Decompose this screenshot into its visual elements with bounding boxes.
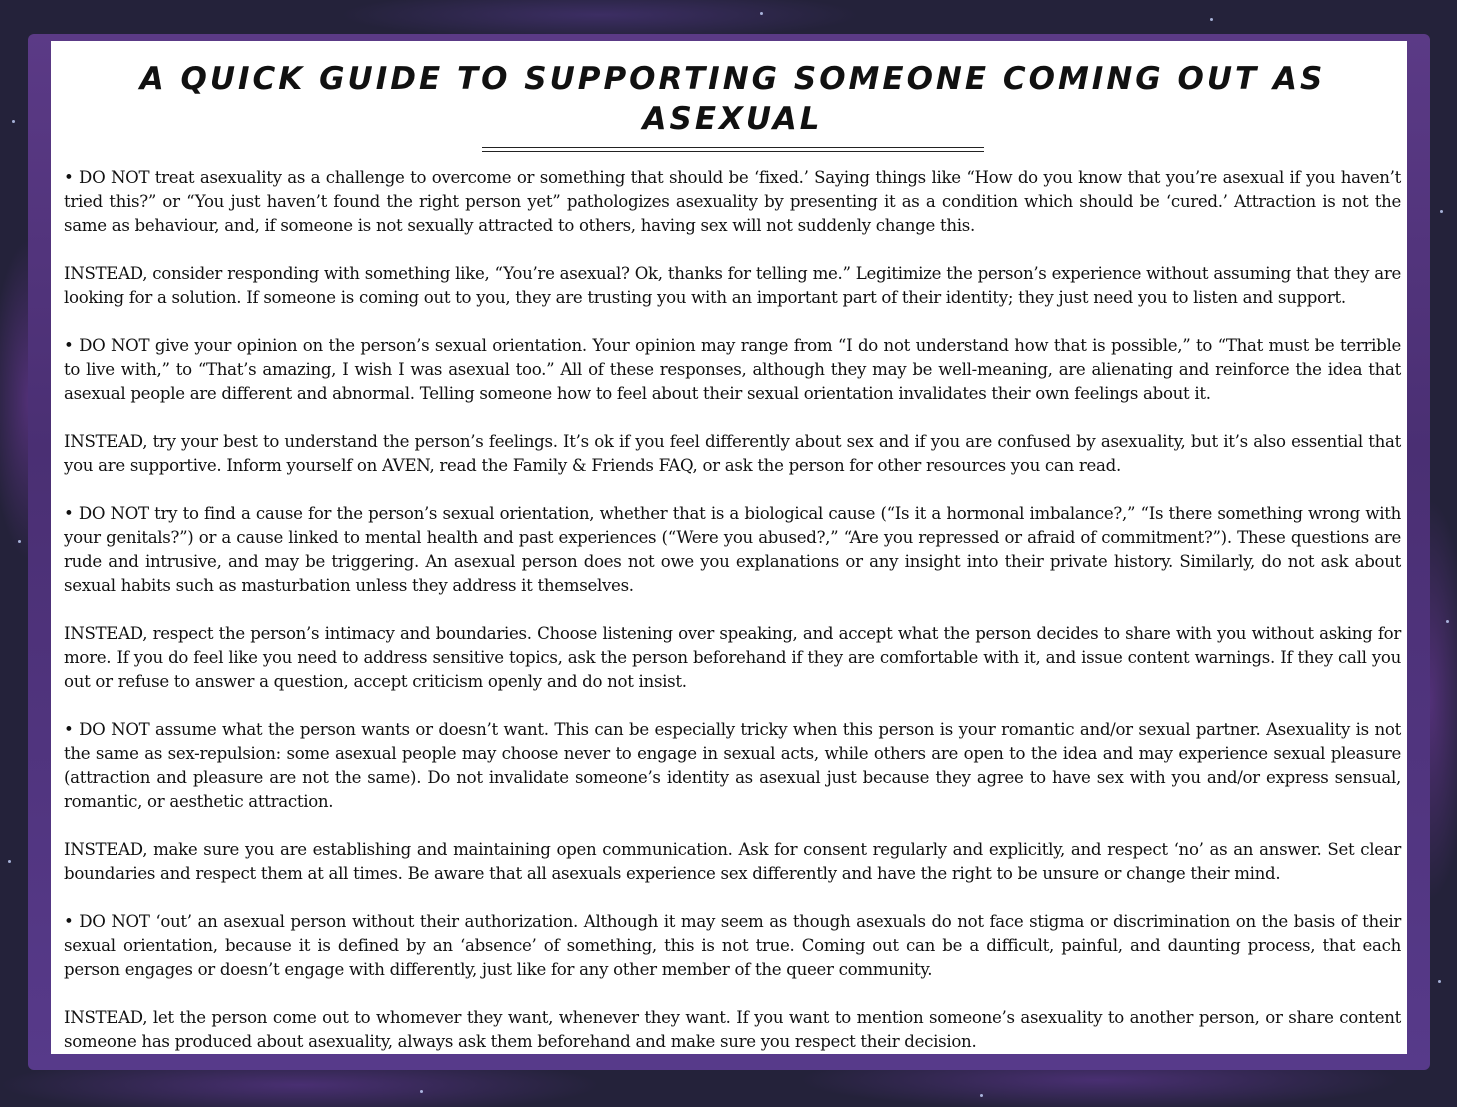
page-title: A QUICK GUIDE TO SUPPORTING SOMEONE COMING OUT AS ASEXUAL <box>139 61 1326 137</box>
guide-paragraph: INSTEAD, let the person come out to whomever they want, whenever they want. If you want to mention someone’s asexuality to another person, or share content someone has produced about asexuality, always ask them beforehand and make sure you respect their decision. <box>64 1008 1401 1051</box>
guide-paragraph: INSTEAD, try your best to understand the person’s feelings. It’s ok if you feel differently about sex and if you are confused by asexuality, but it’s also essential that you are supportive. Inform yourself on AVEN, read the Family & Friends FAQ, or ask the person for other resources you can read. <box>64 432 1401 475</box>
guide-paragraph: INSTEAD, make sure you are establishing and maintaining open communication. Ask for consent regularly and explicitly, and respect ‘no’ as an answer. Set clear boundaries and respect them at all times. Be aware that all asexuals experience sex differently and have the right to be unsure or change their mind. <box>64 840 1401 883</box>
star-decoration <box>1210 18 1213 21</box>
guide-paragraph: INSTEAD, consider responding with something like, “You’re asexual? Ok, thanks for telling me.” Legitimize the person’s experience without assuming that they are looking for a solution. If someone is coming out to you, they are trusting you with an important part of their identity; they just need you to listen and support. <box>64 264 1401 307</box>
star-decoration <box>12 120 15 123</box>
star-decoration <box>1446 620 1449 623</box>
guide-paragraph: • DO NOT give your opinion on the person’s sexual orientation. Your opinion may range from “I do not understand how that is possible,” to “That must be terrible to live with,” to “That’s amazing, I wish I was asexual too.” All of these responses, although they may be well-meaning, are alienating and reinforce the idea that asexual people are different and abnormal. Telling someone how to feel about their sexual orientation invalidates their own feelings about it. <box>64 336 1401 403</box>
title-divider <box>482 147 984 152</box>
guide-paragraph: • DO NOT try to find a cause for the person’s sexual orientation, whether that is a biological cause (“Is it a hormonal imbalance?,” “Is there something wrong with your genitals?”) or a cause linked to mental health and past experiences (“Were you abused?,” “Are you repressed or afraid of commitment?”). These questions are rude and intrusive, and may be triggering. An asexual person does not owe you explanations or any insight into their private history. Similarly, do not ask about sexual habits such as masturbation unless they address it themselves. <box>64 504 1401 595</box>
star-decoration <box>760 12 763 15</box>
star-decoration <box>1438 980 1441 983</box>
guide-paragraph: • DO NOT assume what the person wants or doesn’t want. This can be especially tricky when this person is your romantic and/or sexual partner. Asexuality is not the same as sex-repulsion: some asexual people may choose never to engage in sexual acts, while others are open to the idea and may experience sexual pleasure (attraction and pleasure are not the same). Do not invalidate someone’s identity as asexual just because they agree to have sex with you and/or express sensual, romantic, or aesthetic attraction. <box>64 720 1401 811</box>
guide-paragraph: • DO NOT treat asexuality as a challenge to overcome or something that should be ‘fixed.’ Saying things like “How do you know that you’re asexual if you haven’t tried this?” or “You just haven’t found the right person yet” pathologizes asexuality by presenting it as a condition which should be ‘cured.’ Attraction is not the same as behaviour, and, if someone is not sexually attracted to others, having sex will not suddenly change this. <box>64 168 1401 235</box>
star-decoration <box>980 1094 983 1097</box>
guide-panel <box>51 41 1407 1054</box>
guide-paragraph: • DO NOT ‘out’ an asexual person without their authorization. Although it may seem as though asexuals do not face stigma or discrimination on the basis of their sexual orientation, because it is defined by an ‘absence’ of something, this is not true. Coming out can be a difficult, painful, and daunting process, that each person engages or doesn’t engage with differently, just like for any other member of the queer community. <box>64 912 1401 979</box>
star-decoration <box>420 1090 423 1093</box>
star-decoration <box>1440 210 1443 213</box>
guide-paragraph: INSTEAD, respect the person’s intimacy and boundaries. Choose listening over speaking, and accept what the person decides to share with you without asking for more. If you do feel like you need to address sensitive topics, ask the person beforehand if they are comfortable with it, and issue content warnings. If they call you out or refuse to answer a question, accept criticism openly and do not insist. <box>64 624 1401 691</box>
star-decoration <box>18 540 21 543</box>
star-decoration <box>8 860 11 863</box>
guide-content <box>64 166 1401 1054</box>
